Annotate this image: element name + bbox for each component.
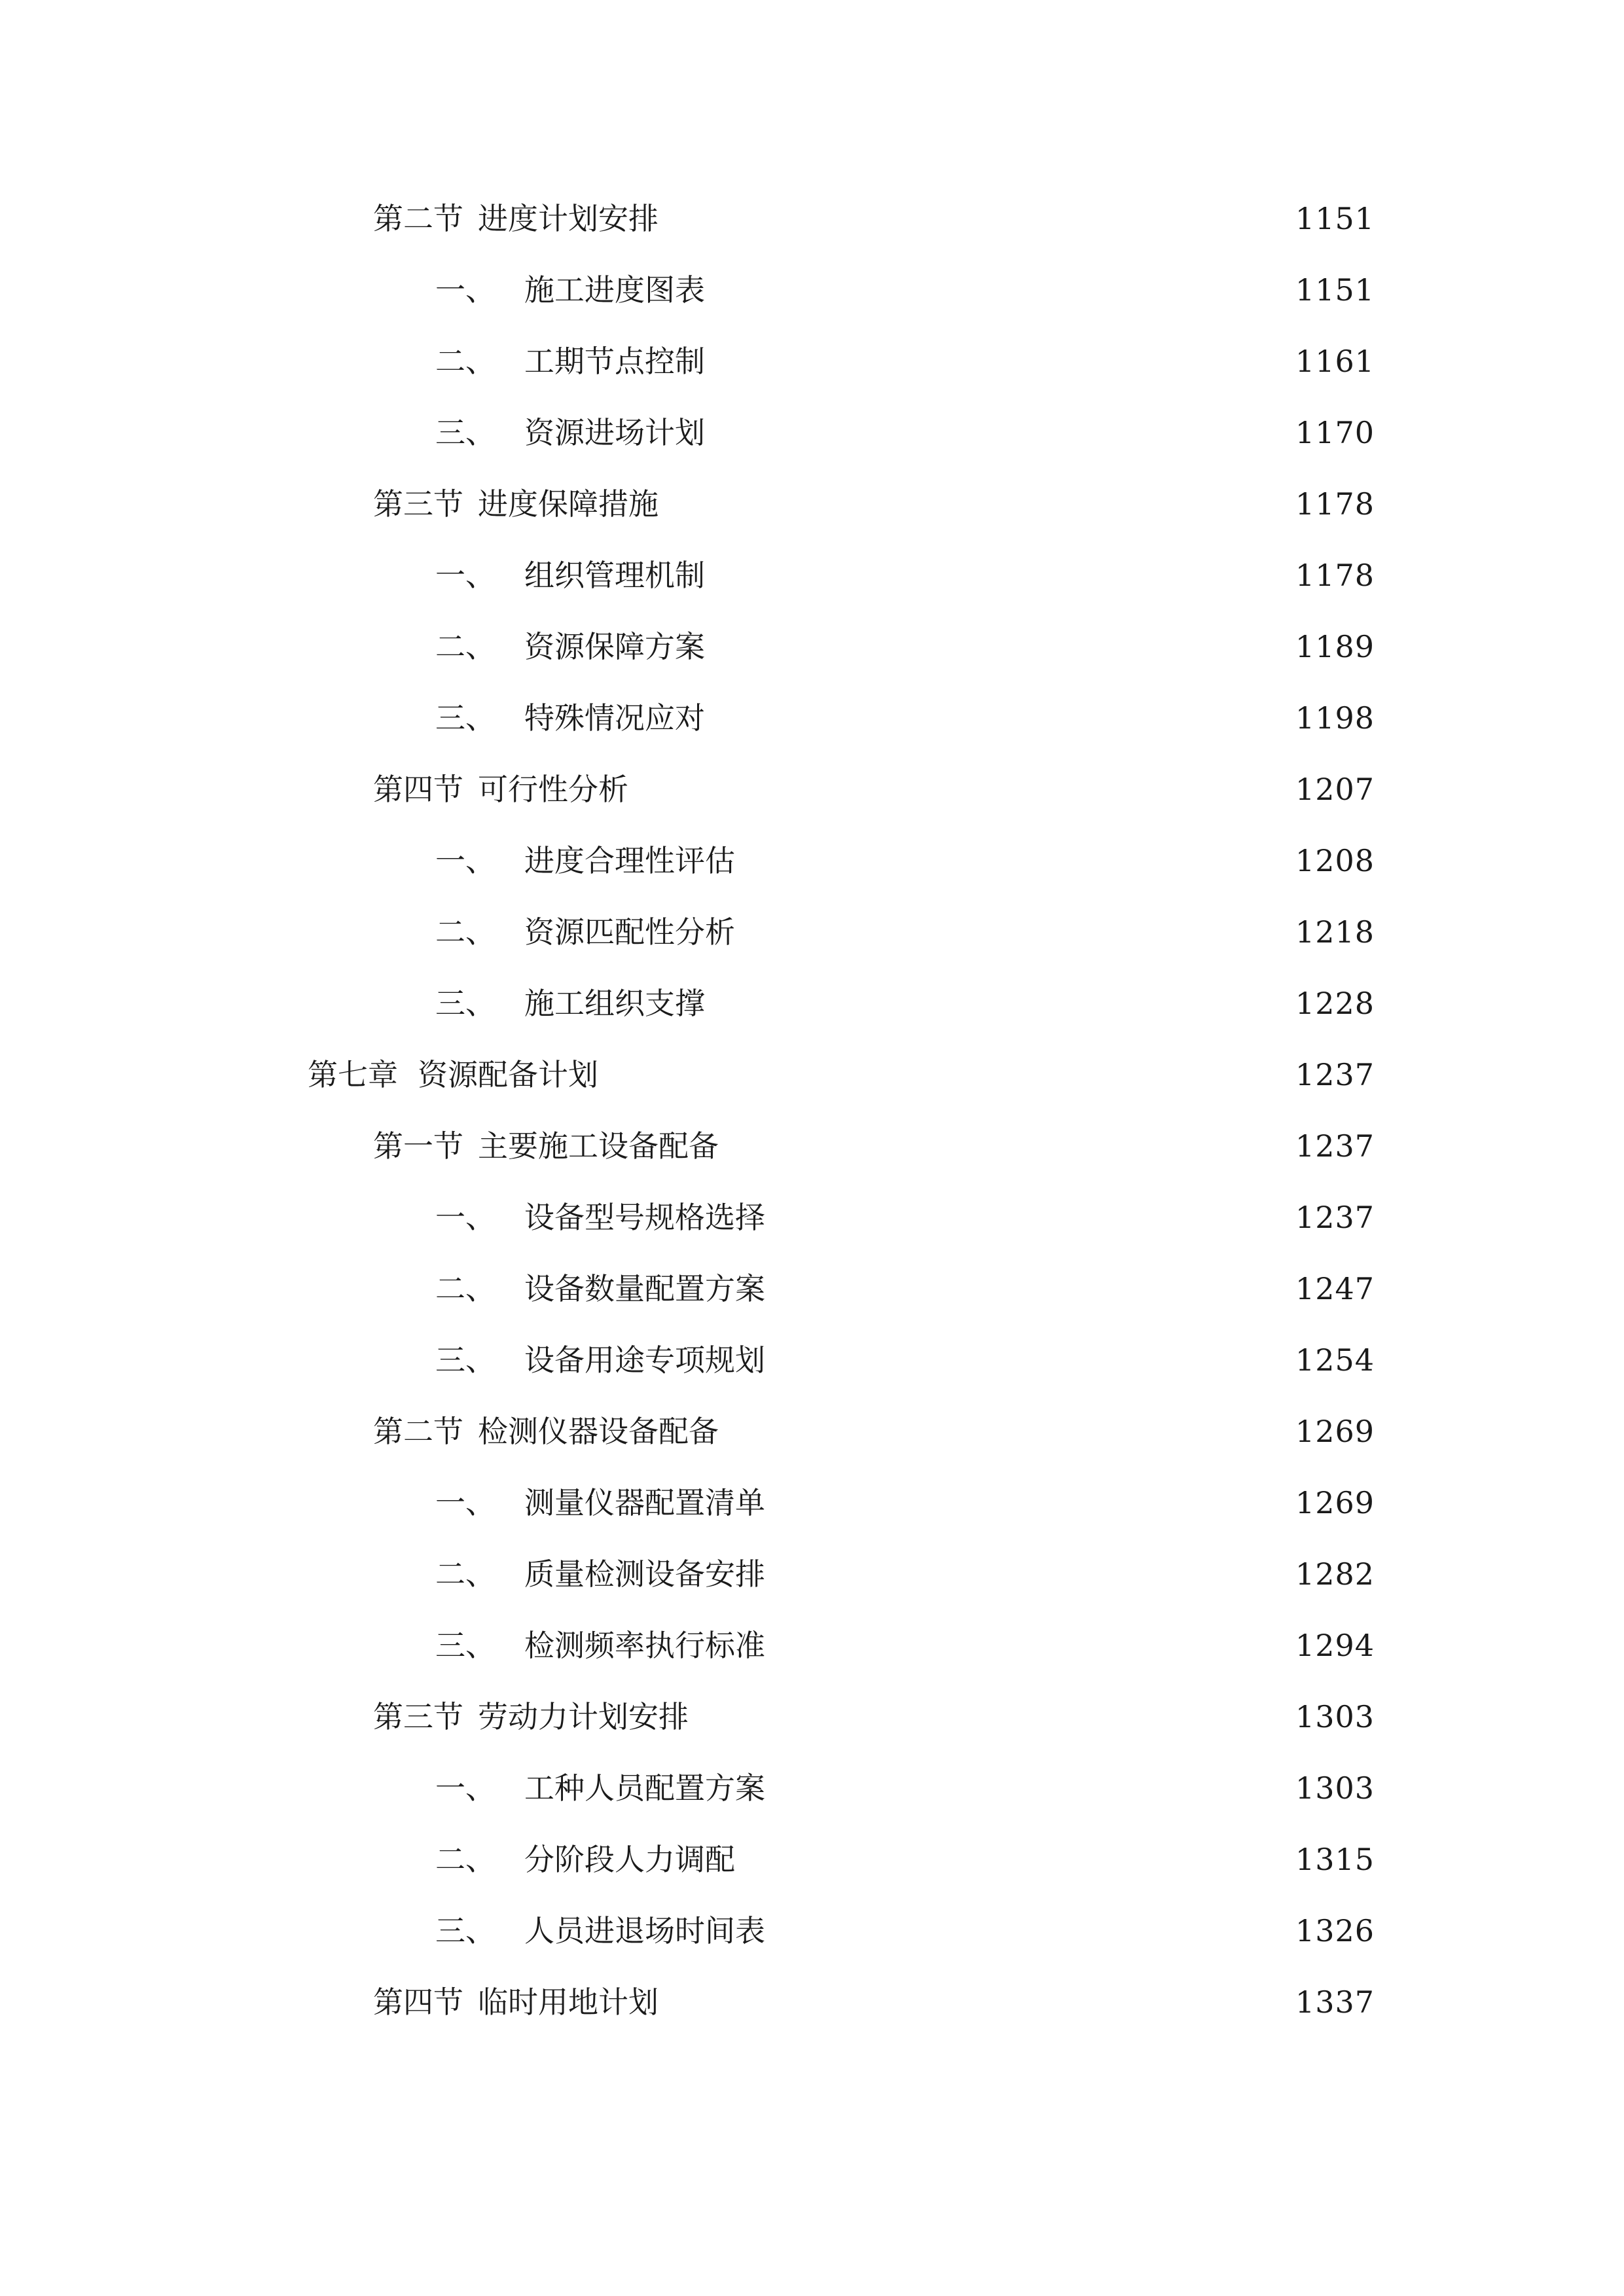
toc-entry-page-number: 1198 [1295,700,1375,736]
toc-entry-label [435,335,705,387]
toc-entry-prefix: 二、 [435,1556,496,1592]
toc-entry-page-number: 1178 [1295,486,1375,522]
toc-entry-title: 工期节点控制 [524,344,705,379]
toc-entry-page-number: 1218 [1295,914,1375,950]
toc-entry-title: 施工组织支撑 [524,986,705,1021]
toc-entry[interactable] [435,1762,1375,1814]
toc-entry-title: 组织管理机制 [524,558,705,593]
toc-entry-title: 施工进度图表 [524,272,705,308]
toc-entry[interactable] [435,406,1375,459]
toc-entry-title: 分阶段人力调配 [524,1842,735,1877]
toc-entry-prefix: 第二节 [373,201,463,236]
dot-leader [669,1989,1281,2015]
toc-entry-page-number: 1269 [1295,1485,1375,1520]
toc-entry-prefix: 三、 [435,700,496,736]
toc-entry-label [373,1405,719,1458]
toc-entry[interactable] [435,264,1375,316]
toc-entry-page-number: 1282 [1295,1556,1375,1592]
toc-entry-page-number: 1247 [1295,1271,1375,1306]
toc-entry-label [373,763,628,816]
toc-entry-page-number: 1151 [1295,272,1375,308]
toc-entry-prefix: 第四节 [373,1984,463,2020]
toc-entry-label [308,1049,598,1101]
toc-entry[interactable] [373,763,1375,816]
toc-entry-title: 检测频率执行标准 [524,1628,765,1663]
toc-entry-prefix: 三、 [435,986,496,1021]
toc-entry-page-number: 1228 [1295,986,1375,1021]
toc-entry-label [435,1191,765,1244]
toc-entry-label [435,834,735,887]
toc-entry-prefix: 第四节 [373,772,463,807]
dot-leader [776,1918,1281,1944]
toc-entry-title: 资源进场计划 [524,415,705,450]
dot-leader [639,776,1281,802]
dot-leader [715,277,1281,303]
toc-entry-title: 特殊情况应对 [524,700,705,736]
toc-entry[interactable] [373,1120,1375,1172]
toc-entry-prefix: 一、 [435,272,496,308]
dot-leader [746,1846,1281,1873]
dot-leader [669,206,1281,232]
toc-entry[interactable] [435,834,1375,887]
toc-entry-page-number: 1294 [1295,1628,1375,1663]
toc-entry-title: 质量检测设备安排 [524,1556,765,1592]
toc-entry[interactable] [373,1976,1375,2028]
toc-entry-title: 主要施工设备配备 [478,1128,719,1164]
toc-entry[interactable] [435,1548,1375,1600]
toc-entry-label [435,692,705,744]
toc-entry-title: 资源保障方案 [524,629,705,664]
toc-entry-prefix: 三、 [435,1342,496,1378]
toc-entry[interactable] [435,1833,1375,1886]
dot-leader [776,1204,1281,1230]
dot-leader [715,420,1281,446]
toc-entry-prefix: 一、 [435,1770,496,1806]
toc-entry-label [435,1548,765,1600]
toc-entry[interactable] [435,977,1375,1030]
dot-leader [776,1775,1281,1801]
toc-entry-page-number: 1237 [1295,1057,1375,1092]
toc-entry-prefix: 一、 [435,843,496,878]
toc-entry-label [435,1833,735,1886]
dot-leader [715,990,1281,1016]
dot-leader [776,1276,1281,1302]
toc-entry-page-number: 1326 [1295,1913,1375,1948]
toc-entry-prefix: 第七章 [308,1057,398,1092]
toc-entry-title: 可行性分析 [478,772,628,807]
toc-entry-page-number: 1315 [1295,1842,1375,1877]
toc-entry-title: 设备型号规格选择 [524,1200,765,1235]
toc-entry-label [435,620,705,673]
dot-leader [746,919,1281,945]
toc-entry[interactable] [435,692,1375,744]
toc-entry[interactable] [308,1049,1375,1101]
toc-entry[interactable] [373,192,1375,245]
toc-entry-title: 检测仪器设备配备 [478,1414,719,1449]
toc-entry-page-number: 1237 [1295,1128,1375,1164]
toc-entry-label [435,906,735,958]
dot-leader [776,1561,1281,1587]
toc-entry-page-number: 1151 [1295,201,1375,236]
toc-entry-page-number: 1208 [1295,843,1375,878]
toc-entry-page-number: 1303 [1295,1699,1375,1734]
toc-entry-title: 进度计划安排 [478,201,659,236]
toc-entry-title: 进度保障措施 [478,486,659,522]
dot-leader [715,705,1281,731]
toc-entry-title: 临时用地计划 [478,1984,659,2020]
toc-entry[interactable] [435,549,1375,601]
toc-entry[interactable] [435,1477,1375,1529]
toc-entry-page-number: 1189 [1295,629,1375,664]
toc-entry-label [373,478,659,530]
toc-entry-title: 资源匹配性分析 [524,914,735,950]
dot-leader [776,1632,1281,1659]
dot-leader [715,562,1281,588]
toc-entry-title: 测量仪器配置清单 [524,1485,765,1520]
dot-leader [715,634,1281,660]
toc-entry-page-number: 1207 [1295,772,1375,807]
toc-entry-prefix: 二、 [435,629,496,664]
toc-entry-prefix: 一、 [435,1485,496,1520]
toc-entry-page-number: 1254 [1295,1342,1375,1378]
toc-entry-page-number: 1337 [1295,1984,1375,2020]
toc-entry-page-number: 1269 [1295,1414,1375,1449]
toc-entry-title: 人员进退场时间表 [524,1913,765,1948]
toc-entry-label [435,1619,765,1672]
toc-entry-label [435,264,705,316]
toc-entry-prefix: 一、 [435,1200,496,1235]
toc-entry-prefix: 第三节 [373,486,463,522]
toc-entry-prefix: 三、 [435,415,496,450]
toc-entry-label [435,1905,765,1957]
dot-leader [746,848,1281,874]
dot-leader [715,348,1281,374]
toc-entry-label [435,1263,765,1315]
toc-entry[interactable] [435,1191,1375,1244]
toc-entry-page-number: 1161 [1295,344,1375,379]
toc-entry-label [373,1120,719,1172]
toc-entry-prefix: 三、 [435,1628,496,1663]
dot-leader [669,491,1281,517]
toc-entry-title: 工种人员配置方案 [524,1770,765,1806]
toc-entry-prefix: 第一节 [373,1128,463,1164]
toc-entry[interactable] [435,1905,1375,1957]
toc-entry-label [435,406,705,459]
toc-entry[interactable] [435,620,1375,673]
toc-entry[interactable] [373,1405,1375,1458]
toc-entry-title: 进度合理性评估 [524,843,735,878]
toc-entry-page-number: 1237 [1295,1200,1375,1235]
toc-entry-title: 劳动力计划安排 [478,1699,689,1734]
toc-entry[interactable] [435,335,1375,387]
toc-entry-label [435,549,705,601]
toc-entry-prefix: 第三节 [373,1699,463,1734]
toc-entry-label [435,1762,765,1814]
toc-entry-label [373,192,659,245]
toc-entry-page-number: 1178 [1295,558,1375,593]
toc-entry-prefix: 二、 [435,1271,496,1306]
toc-entry-label [435,977,705,1030]
toc-entry-label [373,1976,659,2028]
toc-entry-prefix: 第二节 [373,1414,463,1449]
toc-entry-prefix: 二、 [435,344,496,379]
toc-entry[interactable] [435,1619,1375,1672]
toc-entry-prefix: 二、 [435,914,496,950]
toc-entry-title: 资源配备计划 [418,1057,598,1092]
dot-leader [729,1133,1281,1159]
toc-entry-prefix: 一、 [435,558,496,593]
toc-entry-page-number: 1170 [1295,415,1375,450]
toc-entry-prefix: 二、 [435,1842,496,1877]
dot-leader [609,1062,1281,1088]
toc-entry-prefix: 三、 [435,1913,496,1948]
toc-entry[interactable] [435,1263,1375,1315]
toc-entry-label [435,1477,765,1529]
toc-entry[interactable] [373,1691,1375,1743]
dot-leader [776,1347,1281,1373]
dot-leader [729,1418,1281,1444]
toc-entry[interactable] [373,478,1375,530]
dot-leader [776,1490,1281,1516]
toc-entry[interactable] [435,906,1375,958]
toc-entry-page-number: 1303 [1295,1770,1375,1806]
toc-entry[interactable] [435,1334,1375,1386]
dot-leader [699,1704,1281,1730]
toc-entry-title: 设备用途专项规划 [524,1342,765,1378]
toc-entry-label [435,1334,765,1386]
toc-entry-title: 设备数量配置方案 [524,1271,765,1306]
toc-entry-label [373,1691,689,1743]
